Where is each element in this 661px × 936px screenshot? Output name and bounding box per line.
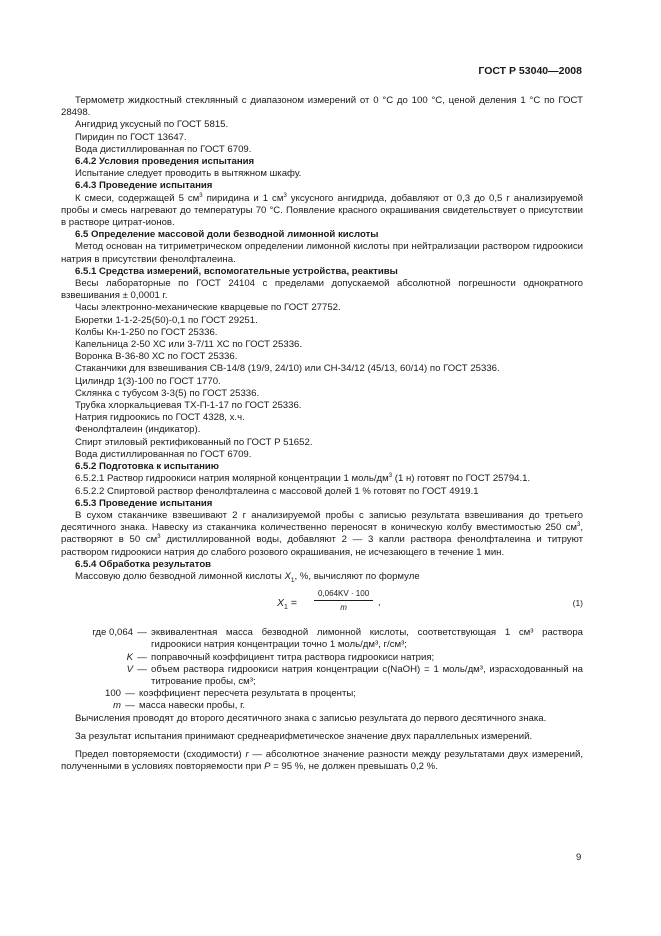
heading-6-5-2: 6.5.2 Подготовка к испытанию bbox=[75, 461, 219, 473]
equipment-item: Воронка В-36-80 ХС по ГОСТ 25336. bbox=[75, 351, 238, 363]
paragraph-acetic-anhydride: Ангидрид уксусный по ГОСТ 5815. bbox=[75, 119, 229, 131]
paragraph-result-definition: За результат испытания принимают среднеарифметическое значение двух параллельных измерений. bbox=[75, 730, 533, 742]
definition-text: эквивалентная масса безводной лимонной кислоты, соответствующая 1 см³ раствора гидроокиси натрия концентрации точно 1 моль/дм³, г/см³; bbox=[151, 627, 583, 651]
equipment-item: Стаканчики для взвешивания СВ-14/8 (19/9, 24/10) или СН-34/12 (45/13, 60/14) по ГОСТ 25336. bbox=[75, 363, 500, 375]
heading-6-4-3: 6.4.3 Проведение испытания bbox=[75, 180, 213, 192]
paragraph-thermometer: Термометр жидкостный стеклянный с диапазоном измерений от 0 °С до 100 °С, ценой деления 1 °С по ГОСТ 28498. bbox=[61, 95, 583, 119]
definition-row bbox=[61, 664, 583, 688]
definition-symbol: m bbox=[113, 700, 121, 712]
formula-lhs: $X_1$ = bbox=[277, 597, 297, 612]
heading-6-5-4: 6.5.4 Обработка результатов bbox=[75, 558, 212, 570]
heading-6-5: 6.5 Определение массовой доли безводной лимонной кислоты bbox=[75, 229, 379, 241]
equipment-item: Цилиндр 1(3)-100 по ГОСТ 1770. bbox=[75, 375, 221, 387]
paragraph-6-5-2-2: 6.5.2.2 Спиртовой раствор фенолфталеина с массовой долей 1 % готовят по ГОСТ 4919.1 bbox=[75, 485, 479, 497]
heading-6-5-1: 6.5.1 Средства измерений, вспомогательные устройства, реактивы bbox=[75, 265, 398, 277]
paragraph-titration-procedure: В сухом стаканчике взвешивают 2 г анализируемой пробы с записью результата взвешивания до третьего десятичного знака. Навеску из стаканчика количественно переносят в коническую колбу вместимостью 250 $см^3$, растворяют в 50 $см^3$ дистиллированной воды, добавляют 2 — 3 капли раствора фенолфталеина и титруют раствором гидроокиси натрия до слабого розового окрашивания, не исчезающего в течение 1 мин. bbox=[61, 509, 583, 558]
definition-text: коэффициент пересчета результата в проценты; bbox=[139, 688, 356, 700]
equipment-item: Капельница 2-50 ХС или 3-7/11 ХС по ГОСТ 25336. bbox=[75, 339, 303, 351]
formula-trailing-comma: , bbox=[378, 597, 381, 609]
definition-dash: — bbox=[137, 651, 147, 663]
paragraph-citrate-test: К смеси, содержащей 5 $см^3$ пиридина и 1 $см^3$ уксусного ангидрида, добавляют от 0,3 до 0,5 г анализируемой пробы и смесь нагревают до температуры 70 °С. Появление красного окрашивания свидетельствует о присутствии в растворе цитрат-ионов. bbox=[61, 192, 583, 229]
definition-text: объем раствора гидроокиси натрия концентрации c(NaOH) = 1 моль/дм³, израсходованный на титрование пробы, см³; bbox=[151, 663, 583, 687]
definition-dash: — bbox=[137, 663, 147, 675]
page-number: 9 bbox=[576, 852, 582, 863]
formula-numerator: 0,064KV · 100 bbox=[314, 587, 373, 601]
paragraph-method-basis: Метод основан на титриметрическом определении лимонной кислоты при нейтрализации раствором гидроокиси натрия в присутствии фенолфталеина. bbox=[61, 241, 583, 265]
definition-dash: — bbox=[125, 700, 135, 712]
formula-1 bbox=[61, 587, 583, 621]
equipment-item: Часы электронно-механические кварцевые по ГОСТ 27752. bbox=[75, 302, 341, 314]
heading-6-5-3: 6.5.3 Проведение испытания bbox=[75, 497, 213, 509]
definition-dash: — bbox=[125, 688, 135, 700]
equipment-item: Вода дистиллированная по ГОСТ 6709. bbox=[75, 448, 252, 460]
paragraph-repeatability-limit: Предел повторяемости (сходимости) r — абсолютное значение разности между результатами двух измерений, полученными в условиях повторяемости при P = 95 %, не должен превышать 0,2 %. bbox=[61, 748, 583, 773]
formula-number: (1) bbox=[572, 598, 583, 609]
paragraph-6-5-2-1: 6.5.2.1 Раствор гидроокиси натрия молярной концентрации 1 моль/$дм^3$ (1 н) готовят по ГОСТ 25794.1. bbox=[75, 473, 531, 485]
equipment-item: Спирт этиловый ректификованный по ГОСТ Р 51652. bbox=[75, 436, 313, 448]
paragraph-distilled-water: Вода дистиллированная по ГОСТ 6709. bbox=[75, 143, 252, 155]
definition-symbol: V bbox=[126, 663, 133, 675]
paragraph-formula-intro: Массовую долю безводной лимонной кислоты $X_1$, %, вычисляют по формуле bbox=[75, 570, 420, 584]
document-body bbox=[61, 95, 583, 773]
definition-dash: — bbox=[137, 627, 147, 639]
paragraph-calculation-precision: Вычисления проводят до второго десятичного знака с записью результата до первого десятичного знака. bbox=[75, 712, 547, 724]
equipment-item: Натрия гидроокись по ГОСТ 4328, х.ч. bbox=[75, 412, 245, 424]
variable-definitions bbox=[61, 627, 583, 712]
equipment-item: Колбы Кн-1-250 по ГОСТ 25336. bbox=[75, 326, 218, 338]
equipment-item: Фенолфталеин (индикатор). bbox=[75, 424, 201, 436]
definition-row bbox=[61, 700, 583, 712]
equipment-item: Бюретки 1-1-2-25(50)-0,1 по ГОСТ 29251. bbox=[75, 314, 258, 326]
definition-row bbox=[61, 652, 583, 664]
paragraph-pyridine: Пиридин по ГОСТ 13647. bbox=[75, 131, 187, 143]
definition-text: поправочный коэффициент титра раствора гидроокиси натрия; bbox=[151, 651, 435, 663]
formula-fraction bbox=[314, 587, 373, 613]
equipment-item: Трубка хлоркальциевая ТХ-П-1-17 по ГОСТ 25336. bbox=[75, 400, 302, 412]
definition-symbol: где 0,064 bbox=[92, 627, 133, 639]
document-code-header: ГОСТ Р 53040—2008 bbox=[478, 65, 582, 77]
definition-row bbox=[61, 627, 583, 651]
definition-symbol: K bbox=[126, 651, 133, 663]
formula-denominator: m bbox=[340, 603, 347, 613]
equipment-item: Склянка с тубусом 3-3(5) по ГОСТ 25336. bbox=[75, 387, 260, 399]
heading-6-4-2: 6.4.2 Условия проведения испытания bbox=[75, 156, 255, 168]
paragraph-fume-hood: Испытание следует проводить в вытяжном шкафу. bbox=[75, 168, 302, 180]
definition-text: масса навески пробы, г. bbox=[139, 700, 246, 712]
definition-row bbox=[61, 688, 583, 700]
paragraph-scales: Весы лабораторные по ГОСТ 24104 с пределами допускаемой абсолютной погрешности однократного взвешивания ± 0,0001 г. bbox=[61, 278, 583, 302]
definition-symbol: 100 bbox=[104, 688, 121, 700]
